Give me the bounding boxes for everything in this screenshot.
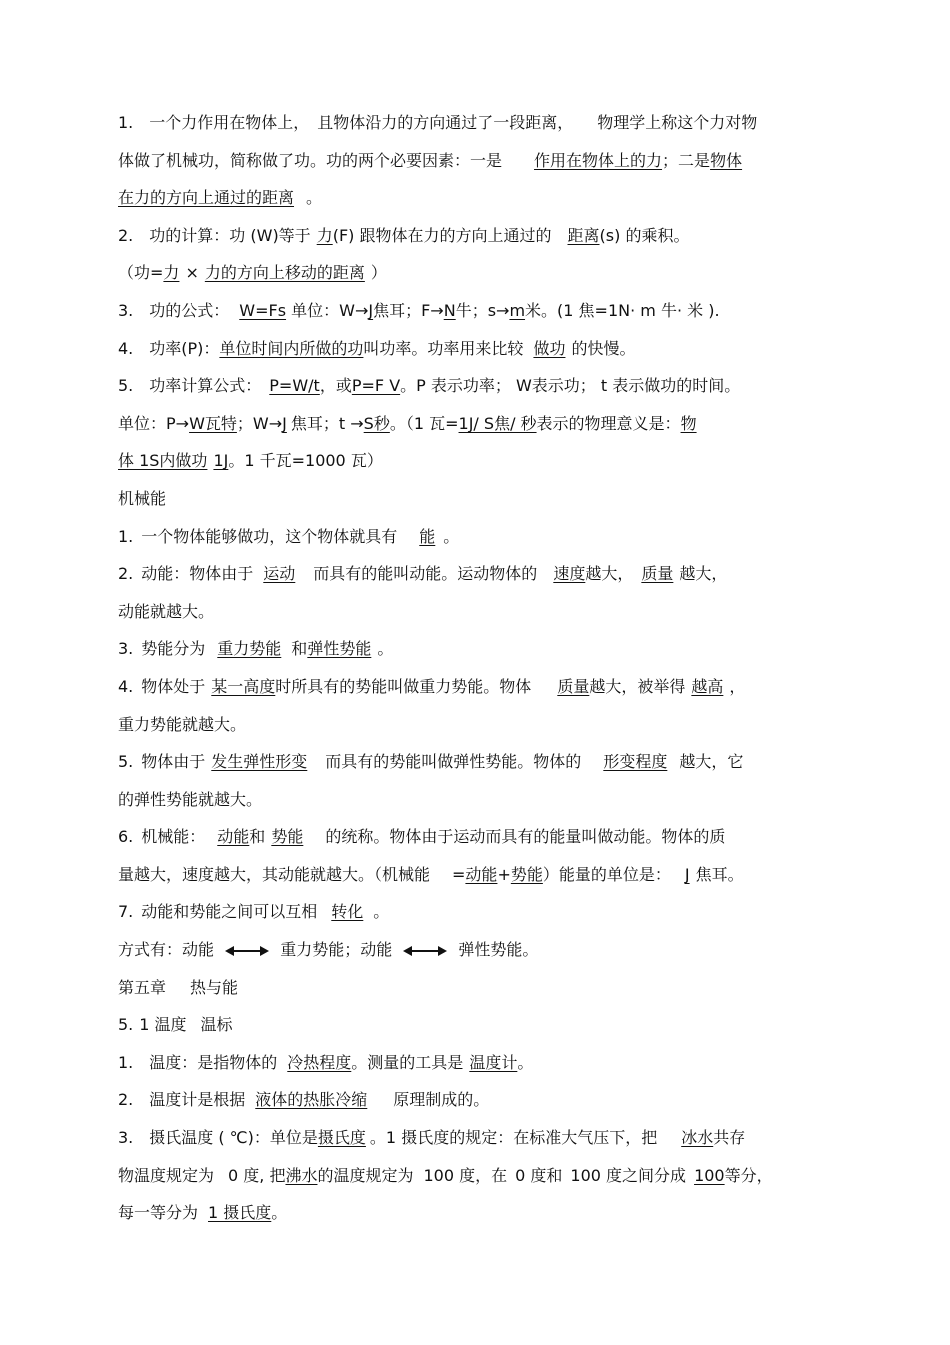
text: t → <box>338 413 364 433</box>
chapter-title: 热与能 <box>190 977 239 997</box>
text: 叫功率。功率用来比较 <box>363 338 524 358</box>
text: 而具有的势能叫做弹性势能。物体的 <box>325 752 582 772</box>
text: 越大， <box>679 564 728 584</box>
text-line <box>118 743 838 781</box>
item-number: 4. <box>118 338 134 358</box>
section-heading <box>118 1006 838 1044</box>
fill-in-answer: 发生弹性形变 <box>211 752 308 772</box>
fill-in-answer: 越高 <box>691 676 724 696</box>
text: 焦耳。 <box>695 864 744 884</box>
text: 物理学上称这个力对物 <box>565 113 758 132</box>
text-line <box>118 254 838 292</box>
text: 势能分为 <box>141 639 206 659</box>
text: (s) <box>599 225 621 245</box>
fill-in-answer: 力的方向上移动的距离 <box>204 263 365 283</box>
text: 重力势能；动能 <box>280 940 393 960</box>
double-headed-arrow-icon <box>403 945 447 957</box>
text-line <box>118 818 838 856</box>
fill-in-answer: 1J/ S焦/ 秒 <box>458 413 537 433</box>
text: 表示的物理意义是： <box>536 413 681 433</box>
text: 每一等分为 <box>118 1203 199 1223</box>
text-line <box>118 1044 838 1082</box>
fill-in-answer: 1J <box>213 451 229 471</box>
text-line <box>118 330 838 368</box>
fill-in-answer: W=Fs <box>239 300 287 320</box>
fill-in-answer: N <box>443 300 456 320</box>
text: (W)等于 <box>250 225 311 245</box>
fill-in-answer: 弹性势能 <box>307 639 372 659</box>
text: ； <box>236 413 253 433</box>
item-number: 2. <box>118 225 134 245</box>
text: ； <box>322 413 339 433</box>
item-number: 1. <box>118 113 134 132</box>
item-number: 6. <box>118 827 134 847</box>
item-number: 3. <box>118 300 134 320</box>
text: 0 度和 <box>515 1165 563 1185</box>
chapter-heading <box>118 969 838 1007</box>
item-number: 2. <box>118 564 134 584</box>
text: 的弹性势能就越大。 <box>118 789 263 809</box>
text: 。 <box>517 1052 534 1072</box>
text-line <box>118 292 838 330</box>
fill-in-answer: 质量 <box>641 564 674 584</box>
heading-text: 机械能 <box>118 488 167 508</box>
item-number: 1. <box>118 1052 134 1072</box>
text-line <box>118 1194 838 1232</box>
text-line <box>118 781 838 819</box>
text-line <box>118 856 838 894</box>
text: 机械能： <box>141 827 206 847</box>
text: (F) 跟物体在力的方向上通过的 <box>332 225 552 245</box>
text: 物体处于 <box>141 676 206 696</box>
fill-in-answer: 动能 <box>217 827 250 847</box>
fill-in-answer: 势能 <box>510 864 543 884</box>
text: 一个力作用在物体上， <box>133 113 302 132</box>
text: 。1 摄氏度的规定：在标准大气压下，把 <box>369 1128 658 1148</box>
text: × <box>185 263 199 283</box>
fill-in-answer: 物 <box>680 413 697 433</box>
text-line <box>118 1081 838 1119</box>
fill-in-answer: 力 <box>163 263 180 283</box>
text: 功的计算：功 <box>133 225 246 245</box>
text: 时所具有的势能叫做重力势能。物体 <box>275 676 532 696</box>
text: 而具有的能叫动能。运动物体的 <box>313 564 538 584</box>
text: 的乘积。 <box>625 225 690 245</box>
text: 原理制成的。 <box>393 1090 490 1110</box>
section-heading <box>118 480 838 518</box>
text <box>502 151 534 170</box>
fill-in-answer: 冰水 <box>681 1128 714 1148</box>
fill-in-answer: 1 摄氏度 <box>208 1203 272 1223</box>
text: 。 <box>306 188 323 208</box>
text-line <box>118 217 838 255</box>
fill-in-answer: 速度 <box>553 564 586 584</box>
text: 摄氏温度 ( ℃)：单位是 <box>133 1128 318 1148</box>
text: 温度：是指物体的 <box>133 1052 278 1072</box>
text: 功率(P)： <box>133 338 220 358</box>
text: （功= <box>118 263 164 283</box>
text-line <box>118 405 838 443</box>
text: 。 <box>271 1203 288 1223</box>
text-line <box>118 630 838 668</box>
fill-in-answer: 体 1S内做功 <box>118 451 208 471</box>
text: W→ <box>252 413 283 433</box>
text: ；二是 <box>662 150 711 170</box>
fill-in-answer: 质量 <box>557 676 590 696</box>
text: ， <box>729 676 746 696</box>
text: 重力势能就越大。 <box>118 714 247 734</box>
fill-in-answer: S秒 <box>363 413 390 433</box>
text: 。1 千瓦=1000 瓦） <box>228 451 383 471</box>
fill-in-answer: J <box>684 864 690 884</box>
text: 。 <box>377 639 394 659</box>
fill-in-answer: 某一高度 <box>211 676 276 696</box>
fill-in-answer: 动能 <box>465 864 498 884</box>
fill-in-answer: J <box>282 413 287 433</box>
text: t 表示做功的时间。 <box>600 376 741 396</box>
text: 弹性势能。 <box>458 940 539 960</box>
text-line <box>118 179 838 217</box>
text-line <box>118 518 838 556</box>
fill-in-answer: 力 <box>316 225 333 245</box>
text-line <box>118 104 838 142</box>
fill-in-answer: 转化 <box>331 902 364 922</box>
text: 。P 表示功率； <box>400 376 511 396</box>
fill-in-answer: 能 <box>419 526 436 546</box>
text-line <box>118 706 838 744</box>
fill-in-answer: 做功 <box>533 338 566 358</box>
item-number: 3. <box>118 639 134 659</box>
section-title: 1 温度 <box>139 1015 187 1035</box>
text-line <box>118 593 838 631</box>
fill-in-answer: 形变程度 <box>603 752 668 772</box>
text: ） <box>370 263 387 283</box>
fill-in-answer: 液体的热胀冷缩 <box>255 1090 368 1110</box>
text: ，或 <box>319 376 352 396</box>
fill-in-answer: 运动 <box>263 564 296 584</box>
text: 共存 <box>713 1128 746 1148</box>
text: 方式有：动能 <box>118 940 215 960</box>
text-line <box>118 1119 838 1157</box>
item-number: 5. <box>118 376 134 396</box>
text-line <box>118 442 838 480</box>
fill-in-answer: 温度计 <box>469 1052 518 1072</box>
document-body <box>118 104 838 1232</box>
text: 牛；s→ <box>455 300 510 320</box>
text-line <box>118 142 838 180</box>
text: 和 <box>291 639 308 659</box>
text: 温度计是根据 <box>133 1090 246 1110</box>
fill-in-answer: 在力的方向上通过的距离 <box>118 188 295 208</box>
text: 。（1 瓦= <box>389 413 459 433</box>
text-line <box>118 931 838 969</box>
fill-in-answer: 重力势能 <box>217 639 282 659</box>
fill-in-answer: 物体 <box>710 150 743 170</box>
text: = <box>452 864 466 884</box>
text: 量越大，速度越大，其动能就越大。（机械能 <box>118 864 431 884</box>
text: 的统称。物体由于运动而具有的能量叫做动能。物体的质 <box>325 827 726 847</box>
text: 越大，被举得 <box>589 676 686 696</box>
double-headed-arrow-icon <box>225 945 269 957</box>
text: 。 <box>443 526 460 546</box>
text: 单位： <box>118 413 167 433</box>
text: 物温度规定为 <box>118 1165 215 1185</box>
item-number: 2. <box>118 1090 134 1110</box>
text: + <box>497 864 511 884</box>
fill-in-answer: 沸水 <box>285 1165 318 1185</box>
text: 和 <box>249 827 266 847</box>
fill-in-answer: 100 <box>694 1165 725 1185</box>
section-number: 5. <box>118 1015 134 1035</box>
text: 。 <box>373 902 390 922</box>
text-line <box>118 668 838 706</box>
text: 0 度, 把 <box>228 1165 286 1185</box>
fill-in-answer: 势能 <box>271 827 304 847</box>
text: P→ <box>166 413 190 433</box>
text: 焦耳；F→ <box>373 300 444 320</box>
fill-in-answer: P=W/t <box>269 376 320 396</box>
text: 焦耳 <box>290 413 323 433</box>
item-number: 4. <box>118 676 134 696</box>
text-line <box>118 893 838 931</box>
fill-in-answer: W瓦特 <box>189 413 237 433</box>
text: 的快慢。 <box>571 338 636 358</box>
text: 的温度规定为 <box>317 1165 414 1185</box>
text-line <box>118 555 838 593</box>
text: 越大， <box>585 564 634 584</box>
fill-in-answer: 距离 <box>567 225 600 245</box>
text: 一个物体能够做功，这个物体就具有 <box>141 526 398 546</box>
text: 功的公式： <box>133 300 230 320</box>
text <box>551 226 567 245</box>
text: 动能：物体由于 <box>141 564 254 584</box>
item-number: 1. <box>118 526 134 546</box>
fill-in-answer: 冷热程度 <box>287 1052 352 1072</box>
chapter-number: 第五章 <box>118 977 167 997</box>
text: 动能和势能之间可以互相 <box>141 902 318 922</box>
item-number: 5. <box>118 752 134 772</box>
text-line <box>118 1157 838 1195</box>
fill-in-answer: 单位时间内所做的功 <box>219 338 364 358</box>
text: 且物体沿力的方向通过了一段距离， <box>301 113 566 132</box>
fill-in-answer: m <box>509 300 526 320</box>
text: 米。(1 焦=1N· m 牛· 米 ). <box>525 300 720 320</box>
text: W表示功； <box>515 376 596 396</box>
text: 体做了机械功，简称做了功。功的两个必要因素：一是 <box>118 150 503 170</box>
item-number: 3. <box>118 1128 134 1148</box>
text: 物体由于 <box>141 752 206 772</box>
fill-in-answer: J <box>368 300 374 320</box>
text: 100 度，在 <box>423 1165 508 1185</box>
text: ）能量的单位是： <box>542 864 671 884</box>
text: 单位：W→ <box>291 300 369 320</box>
text: 动能就越大。 <box>118 601 215 621</box>
text: 功率计算公式： <box>133 376 262 396</box>
text: 越大，它 <box>679 752 744 772</box>
fill-in-answer: 摄氏度 <box>317 1128 366 1148</box>
text: 等分， <box>724 1165 773 1185</box>
text: 。测量的工具是 <box>351 1052 464 1072</box>
fill-in-answer: 作用在物体上的力 <box>534 150 663 170</box>
section-title: 温标 <box>200 1015 233 1035</box>
text-line <box>118 367 838 405</box>
text: 100 度之间分成 <box>570 1165 687 1185</box>
item-number: 7. <box>118 902 134 922</box>
fill-in-answer: P=F V <box>351 376 401 396</box>
